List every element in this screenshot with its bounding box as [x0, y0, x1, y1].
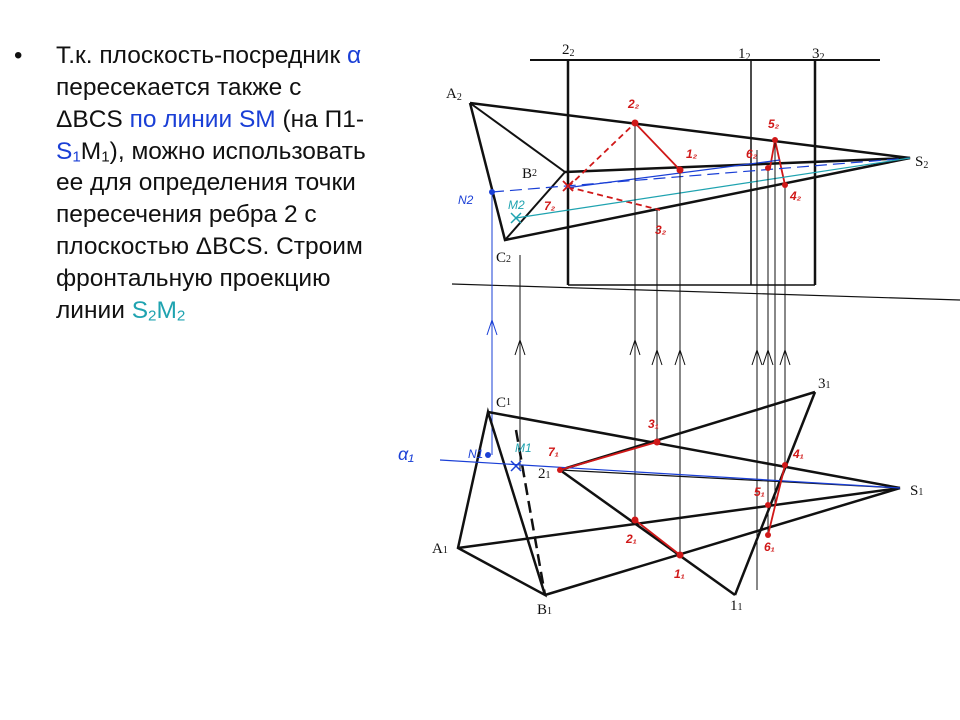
- red-line-2-1: [635, 123, 680, 170]
- triangle-c1-a1-b1: [458, 412, 545, 595]
- label-2-1: 21: [538, 466, 551, 482]
- point-n1: [485, 452, 491, 458]
- label-red-4-2: 4₂: [790, 189, 802, 203]
- point-6-1: [765, 532, 771, 538]
- point-5-1: [765, 502, 771, 508]
- label-top-1: 12: [738, 46, 751, 63]
- point-5-2: [772, 137, 778, 143]
- red-line-2-1-h: [635, 520, 680, 555]
- s1-letter: S: [56, 137, 73, 165]
- label-alpha1: α₁: [398, 444, 414, 464]
- bullet: •: [14, 42, 23, 69]
- label-red-3-1: 3₁: [648, 417, 659, 431]
- label-c2: C2: [496, 250, 512, 266]
- horizontal-projection: [458, 392, 900, 595]
- line-alpha1: [440, 460, 900, 488]
- m2-letter: M: [156, 296, 177, 324]
- point-7-1: [557, 467, 563, 473]
- label-red-5-1: 5₁: [754, 485, 765, 499]
- point-1-1: [677, 552, 684, 559]
- point-2-2: [632, 120, 639, 127]
- m2-subscript: 2: [176, 307, 186, 325]
- label-top-3: 32: [812, 46, 825, 63]
- point-6-2: [765, 165, 771, 171]
- label-red-6-2: 6₂: [746, 147, 758, 161]
- label-s2: S2: [915, 154, 929, 171]
- point-4-2: [782, 182, 788, 188]
- plane-alpha-trace: [440, 460, 900, 488]
- label-red-1-1: 1₁: [674, 567, 685, 581]
- point-2-1: [632, 517, 639, 524]
- line-blue-segment: [565, 160, 780, 188]
- label-red-3-2: 3₂: [655, 223, 667, 237]
- label-red-6-1: 6₁: [764, 540, 775, 554]
- label-red-5-2: 5₂: [768, 117, 780, 131]
- label-red-1-2: 1₂: [686, 147, 698, 161]
- text-part-2: пересекается также с ΔBCS: [56, 73, 302, 133]
- label-b2: B2: [522, 166, 538, 182]
- point-4-1: [782, 462, 788, 468]
- label-b1: B1: [537, 602, 553, 618]
- s2-subscript: 2: [148, 307, 157, 325]
- red-line-7-3-h: [560, 442, 657, 470]
- label-3-1: 31: [818, 376, 831, 392]
- text-line-sm: по линии SM: [129, 105, 276, 133]
- m1-letter: M: [80, 137, 102, 165]
- label-red-7-2: 7₂: [544, 199, 556, 213]
- s1-subscript: 1: [72, 147, 81, 165]
- red-line-7-2: [568, 123, 635, 187]
- alpha-symbol: α: [347, 42, 362, 69]
- label-1-1: 11: [730, 598, 743, 614]
- projection-link-lines: [520, 123, 785, 590]
- label-red-2-1: 2₁: [626, 532, 637, 546]
- edge-2-1: [560, 470, 735, 595]
- point-n2: [489, 189, 495, 195]
- line-n2-s2: [492, 158, 910, 192]
- edge-b1-s1: [545, 488, 900, 595]
- text-part-1: Т.к. плоскость-посредник: [56, 42, 348, 69]
- s2-letter: S: [131, 296, 149, 324]
- label-a1: A1: [432, 541, 448, 557]
- points: [485, 120, 788, 559]
- text-part-4: (на П1-: [275, 105, 365, 133]
- edge-a1-s1: [458, 488, 900, 548]
- label-red-2-2: 2₂: [628, 97, 640, 111]
- label-c1: C1: [496, 395, 512, 411]
- section-frontal-red: [568, 123, 785, 210]
- point-3-1: [654, 439, 661, 446]
- hidden: [488, 392, 815, 412]
- label-n2: N2: [458, 193, 474, 207]
- label-m2: M2: [508, 198, 525, 212]
- label-red-4-1: 4₁: [793, 447, 804, 461]
- m1-subscript: 1: [101, 147, 110, 165]
- link-arrows: [515, 340, 790, 365]
- label-m1: M1: [515, 441, 532, 455]
- point-1-2: [677, 167, 684, 174]
- label-s1: S1: [910, 483, 924, 499]
- label-red-7-1: 7₁: [548, 445, 559, 459]
- text-part-5: ), можно использовать ее для определения точки пересечения ребра 2 с плоскостью ΔBCS. Строим фронтальную проекцию линии: [56, 137, 366, 324]
- label-a2: A2: [446, 86, 462, 103]
- label-top-2: 22: [562, 42, 575, 59]
- label-n1: N1: [468, 447, 484, 461]
- axis-x12: [452, 284, 960, 300]
